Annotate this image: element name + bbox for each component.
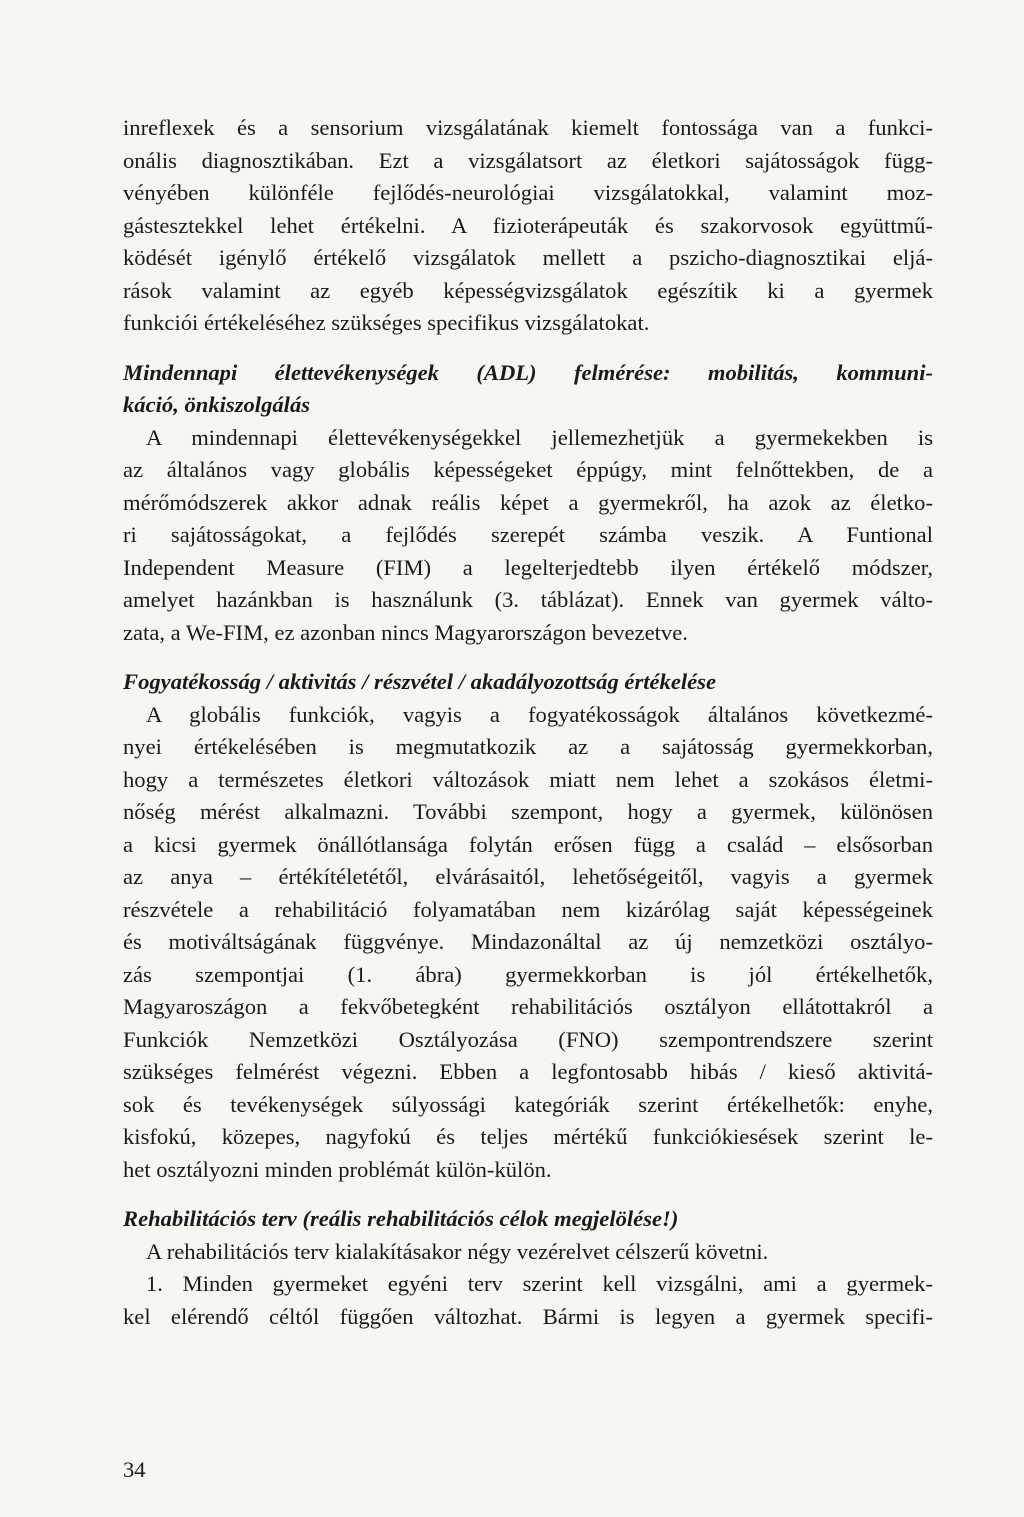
text-line: ködését igénylő értékelő vizsgálatok mellett a pszicho-diagnosztikai eljá- bbox=[123, 245, 933, 270]
text-line: onális diagnosztikában. Ezt a vizsgálatsort az életkori sajátosságok függ- bbox=[123, 147, 933, 173]
text-line: amelyet hazánkban is használunk (3. táblázat). Ennek van gyermek válto- bbox=[123, 587, 933, 612]
text-line: sok és tevékenységek súlyossági kategóriák szerint értékelhetők: enyhe, bbox=[123, 1091, 933, 1117]
section-heading: Mindennapi élettevékenységek (ADL) felmérése: mobilitás, kommuni- bbox=[123, 359, 933, 385]
page-body bbox=[123, 112, 933, 1333]
text-line: Magyaroszágon a fekvőbetegként rehabilitációs osztályon ellátottakról a bbox=[123, 994, 933, 1019]
text-line: hogy a természetes életkori változások miatt nem lehet a szokásos életmi- bbox=[123, 766, 933, 792]
text-line: Independent Measure (FIM) a legelterjedtebb ilyen értékelő módszer, bbox=[123, 554, 933, 580]
text-line: nyei értékelésében is megmutatkozik az a sajátosság gyermekkorban, bbox=[123, 734, 933, 759]
text-line: gástesztekkel lehet értékelni. A fizioterápeuták és szakorvosok együttmű- bbox=[123, 212, 933, 238]
page-number: 34 bbox=[123, 1457, 146, 1482]
text-line: zata, a We-FIM, ez azonban nincs Magyarországon bevezetve. bbox=[123, 619, 688, 645]
text-line: a kicsi gyermek önállótlansága folytán erősen függ a család – elsősorban bbox=[123, 831, 933, 857]
text-line: rások valamint az egyéb képességvizsgálatok egészítik ki a gyermek bbox=[123, 277, 933, 303]
text-line: nőség mérést alkalmazni. További szempont, hogy a gyermek, különösen bbox=[123, 799, 933, 824]
text-line: szükséges felmérést végezni. Ebben a legfontosabb hibás / kieső aktivitá- bbox=[123, 1059, 933, 1084]
section-heading: Rehabilitációs terv (reális rehabilitációs célok megjelölése!) bbox=[123, 1206, 679, 1231]
section-rehab-plan bbox=[123, 1203, 933, 1268]
text-line: Funkciók Nemzetközi Osztályozása (FNO) szempontrendszere szerint bbox=[123, 1026, 933, 1052]
section-heading: káció, önkiszolgálás bbox=[123, 392, 311, 417]
text-line: kisfokú, közepes, nagyfokú és teljes mértékű funkciókiesések szerint le- bbox=[123, 1124, 933, 1149]
section-adl bbox=[123, 357, 933, 650]
text-line: 1. Minden gyermeket egyéni terv szerint kell vizsgálni, ami a gyermek- bbox=[146, 1271, 933, 1296]
text-line: részvétele a rehabilitáció folyamatában nem kizárólag saját képességeinek bbox=[123, 896, 933, 922]
numbered-item-1 bbox=[123, 1268, 933, 1333]
section-disability bbox=[123, 666, 933, 1186]
text-line: ri sajátosságokat, a fejlődés szerepét számba veszik. A Funtional bbox=[123, 522, 933, 547]
text-line: vényében különféle fejlődés-neurológiai vizsgálatokkal, valamint moz- bbox=[123, 180, 933, 205]
text-line: mérőmódszerek akkor adnak reális képet a gyermekről, ha azok az életko- bbox=[123, 489, 933, 515]
text-line: kel elérendő céltól függően változhat. Bármi is legyen a gyermek specifi- bbox=[123, 1303, 933, 1329]
text-line: A globális funkciók, vagyis a fogyatékosságok általános következmé- bbox=[146, 701, 933, 727]
section-heading: Fogyatékosság / aktivitás / részvétel / akadályozottság értékelése bbox=[123, 669, 716, 694]
text-line: zás szempontjai (1. ábra) gyermekkorban is jól értékelhetők, bbox=[123, 961, 933, 987]
text-line: A mindennapi élettevékenységekkel jellemezhetjük a gyermekekben is bbox=[146, 424, 933, 450]
text-line: inreflexek és a sensorium vizsgálatának kiemelt fontossága van a funkci- bbox=[123, 115, 933, 140]
text-line: A rehabilitációs terv kialakításakor négy vezérelvet célszerű követni. bbox=[146, 1238, 769, 1264]
text-line: és motiváltságának függvénye. Mindazonáltal az új nemzetközi osztályo- bbox=[123, 929, 933, 954]
text-line: az anya – értékítéletétől, elvárásaitól, lehetőségeitől, vagyis a gyermek bbox=[123, 864, 933, 889]
text-line: het osztályozni minden problémát külön-külön. bbox=[123, 1156, 552, 1182]
paragraph-intro bbox=[123, 112, 933, 340]
text-line: funkciói értékeléséhez szükséges specifikus vizsgálatokat. bbox=[123, 310, 650, 335]
text-line: az általános vagy globális képességeket éppúgy, mint felnőttekben, de a bbox=[123, 457, 933, 482]
